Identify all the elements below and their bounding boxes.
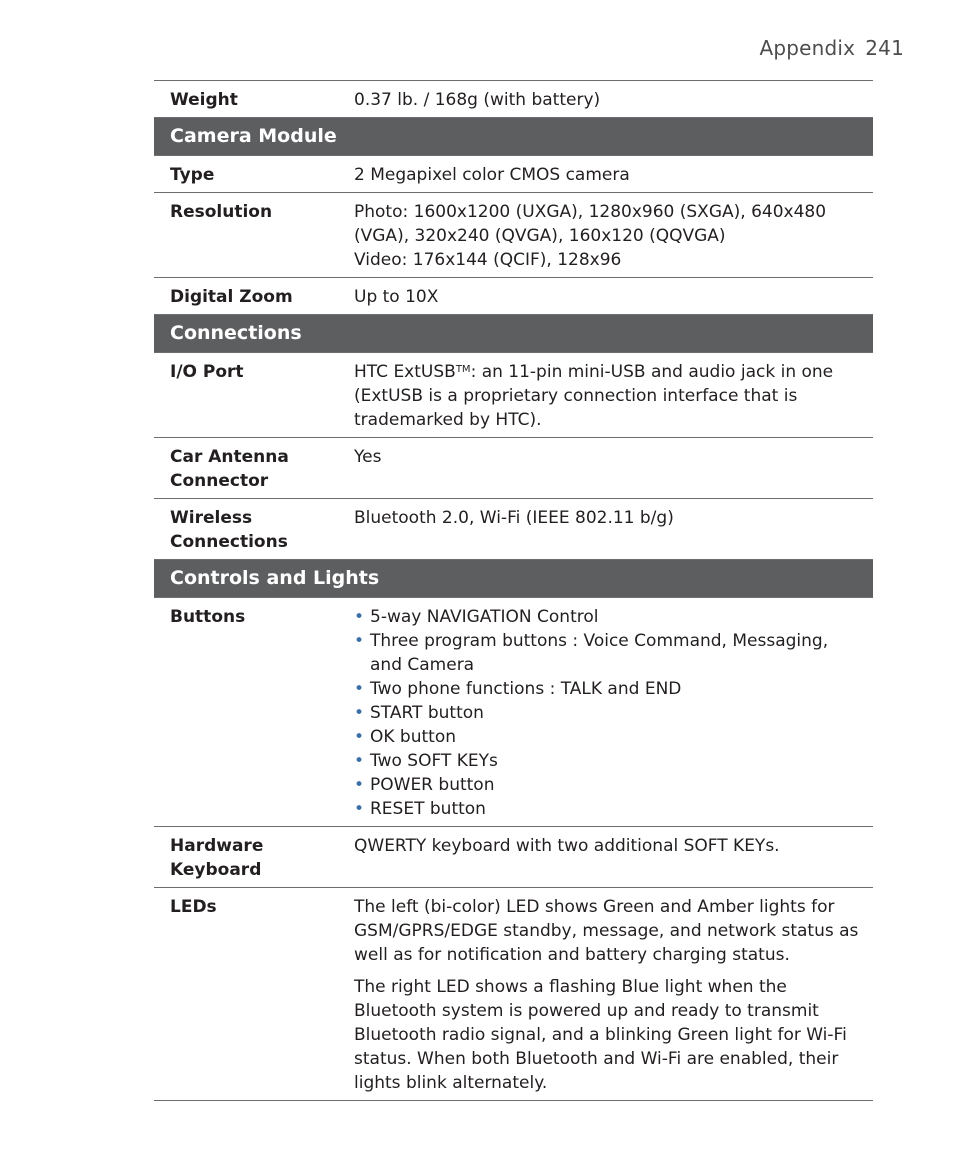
spec-row-type <box>154 156 873 193</box>
page-header <box>759 36 904 60</box>
row-value: Up to 10X <box>354 287 439 307</box>
spec-table <box>154 80 873 1101</box>
spec-row-car-antenna <box>154 438 873 499</box>
value-line: Photo: 1600x1200 (UXGA), 1280x960 (SXGA), 640x480 <box>354 202 827 222</box>
page-number: 241 <box>865 36 904 60</box>
label-line: Keyboard <box>170 860 262 880</box>
spec-row-leds <box>154 888 873 1101</box>
led-paragraph-left: The left (bi-color) LED shows Green and Amber lights for GSM/GPRS/EDGE standby, message, and network status as well as for notification and battery charging status. <box>354 897 859 965</box>
row-label: Resolution <box>170 202 273 222</box>
value-line: Video: 176x144 (QCIF), 128x96 <box>354 250 622 270</box>
value-line: (ExtUSB is a proprietary connection interface that is <box>354 386 798 406</box>
row-value <box>354 200 873 272</box>
section-header-camera: Camera Module <box>154 118 873 156</box>
list-item: • 5-way NAVIGATION Control <box>354 605 859 629</box>
label-line: Connector <box>170 471 269 491</box>
row-label <box>154 834 354 882</box>
section-header-controls: Controls and Lights <box>154 560 873 598</box>
section-header-connections: Connections <box>154 315 873 353</box>
spec-row-buttons <box>154 598 873 827</box>
row-value <box>354 895 873 1095</box>
row-label: Buttons <box>170 607 246 627</box>
row-value: Bluetooth 2.0, Wi-Fi (IEEE 802.11 b/g) <box>354 508 674 528</box>
row-label: I/O Port <box>170 362 244 382</box>
spec-row-weight <box>154 81 873 118</box>
row-label <box>154 445 354 493</box>
row-label: Weight <box>170 90 238 110</box>
button-list <box>354 605 859 821</box>
led-paragraph-right: The right LED shows a flashing Blue light when the Bluetooth system is powered up and ready to transmit Bluetooth radio signal, and a blinking Green light for Wi-Fi status. When both Bluetooth and Wi-Fi are enabled, their lights blink alternately. <box>354 977 847 1093</box>
value-text: : an 11-pin mini-USB and audio jack in one <box>470 362 834 382</box>
list-item: • Two phone functions : TALK and END <box>354 677 859 701</box>
row-label: LEDs <box>170 897 217 917</box>
row-value: 2 Megapixel color CMOS camera <box>354 165 630 185</box>
spec-row-hardware-keyboard <box>154 827 873 888</box>
label-line: Connections <box>170 532 288 552</box>
row-value: QWERTY keyboard with two additional SOFT KEYs. <box>354 836 780 856</box>
spec-row-wireless <box>154 499 873 560</box>
product-name: HTC ExtUSB <box>354 362 456 382</box>
spec-row-io-port <box>154 353 873 438</box>
list-item: • OK button <box>354 725 859 749</box>
list-item: • RESET button <box>354 797 859 821</box>
list-item: • Three program buttons : Voice Command, Messaging, and Camera <box>354 629 859 677</box>
list-item: • POWER button <box>354 773 859 797</box>
value-line <box>354 360 859 384</box>
header-section: Appendix <box>759 36 856 60</box>
spec-row-digital-zoom <box>154 278 873 315</box>
spec-row-resolution <box>154 193 873 278</box>
row-value <box>354 605 873 821</box>
row-value: 0.37 lb. / 168g (with battery) <box>354 90 601 110</box>
label-line: Car Antenna <box>170 447 289 467</box>
row-label: Digital Zoom <box>170 287 293 307</box>
label-line: Wireless <box>170 508 253 528</box>
value-line: (VGA), 320x240 (QVGA), 160x120 (QQVGA) <box>354 226 726 246</box>
row-label <box>154 506 354 554</box>
list-item: • START button <box>354 701 859 725</box>
row-label: Type <box>170 165 215 185</box>
row-value: Yes <box>354 447 382 467</box>
label-line: Hardware <box>170 836 264 856</box>
row-value <box>354 360 873 432</box>
value-line: trademarked by HTC). <box>354 410 542 430</box>
list-item: • Two SOFT KEYs <box>354 749 859 773</box>
trademark-mark: TM <box>455 364 471 375</box>
